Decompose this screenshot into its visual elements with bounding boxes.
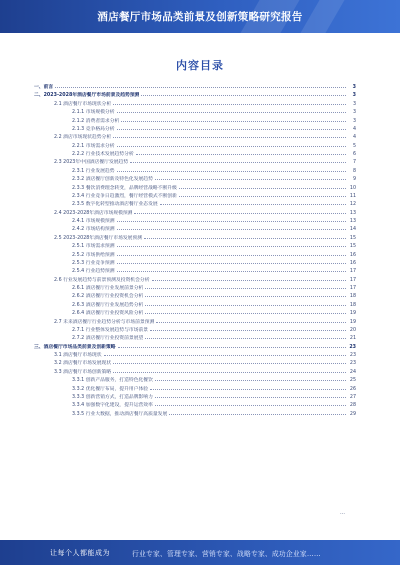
- dot-leader: [150, 326, 346, 331]
- dot-leader: [117, 108, 346, 113]
- toc-entry-page: 4: [352, 135, 356, 141]
- toc-entry-page: 16: [349, 260, 356, 266]
- toc-entry-title: 2.5.4 行业趋势预测: [72, 269, 115, 275]
- dot-leader: [117, 167, 346, 172]
- toc-entry-title: 2.6.4 酒店餐厅行业投资风险分析: [72, 311, 144, 317]
- report-title: 酒店餐厅市场品类前景及创新策略研究报告: [97, 11, 303, 23]
- toc-entry[interactable]: [34, 385, 356, 393]
- toc-entry[interactable]: [34, 301, 356, 309]
- dot-leader: [117, 267, 346, 272]
- dot-leader: [145, 292, 346, 297]
- toc-entry-title: 2.6 行业发展趋势与前景预测及投资机会分析: [54, 277, 150, 283]
- toc-entry-page: 24: [349, 369, 356, 375]
- toc-entry-title: 2.3 2023年中国酒店餐厅发展趋势: [54, 160, 129, 166]
- toc-entry-page: 9: [352, 177, 356, 183]
- toc-entry-page: 18: [349, 294, 356, 300]
- toc-entry-title: 3.3.1 创新产品服务，打造特色化餐饮: [72, 378, 153, 384]
- dot-leader: [160, 200, 346, 205]
- dot-leader: [145, 301, 346, 306]
- toc-entry[interactable]: [34, 276, 356, 284]
- toc-entry-page: 19: [349, 311, 356, 317]
- toc-entry[interactable]: [34, 100, 356, 108]
- toc-entry-title: 2.5.1 市场需求预测: [72, 244, 115, 250]
- toc-entry-title: 2.7 未来酒店餐厅行业趋势分析与市场前景预测: [54, 319, 155, 325]
- toc-entry-title: 三、酒店餐厅市场品类前景及创新策略: [34, 344, 116, 350]
- toc-entry-page: 23: [349, 344, 356, 350]
- toc-entry-title: 2.2.1 市场需求分析: [72, 143, 115, 149]
- toc-entry-page: 20: [349, 327, 356, 333]
- toc-entry[interactable]: [34, 343, 356, 351]
- toc-entry-page: 17: [349, 277, 356, 283]
- table-of-contents: [34, 83, 356, 418]
- toc-entry-title: 2.1.3 竞争格局分析: [72, 126, 115, 132]
- toc-entry-title: 2.1 酒店餐厅市场现状分析: [54, 101, 112, 107]
- toc-entry-page: 10: [349, 185, 356, 191]
- toc-entry[interactable]: [34, 209, 356, 217]
- toc-entry-page: 6: [352, 152, 356, 157]
- dot-leader: [150, 385, 346, 390]
- toc-entry-title: 2.3.5 数字化转型推动酒店餐厅业态发展: [72, 202, 158, 208]
- toc-entry[interactable]: [34, 108, 356, 116]
- toc-entry-page: 16: [349, 252, 356, 258]
- toc-entry[interactable]: [34, 410, 356, 418]
- toc-entry-page: 18: [349, 302, 356, 308]
- toc-entry-page: 4: [352, 126, 356, 132]
- toc-entry-title: 2.5.2 市场供给预测: [72, 252, 115, 258]
- toc-entry[interactable]: [34, 251, 356, 259]
- toc-entry-title: 2.7.2 酒店餐厅行业投资前景展望: [72, 336, 144, 342]
- toc-entry-page: 7: [352, 160, 356, 166]
- toc-entry[interactable]: [34, 150, 356, 158]
- toc-entry-page: 11: [349, 193, 356, 199]
- toc-entry-title: 3.3.2 优化餐厅布局，提升用户体验: [72, 386, 149, 392]
- toc-entry[interactable]: [34, 200, 356, 208]
- toc-entry[interactable]: [34, 292, 356, 300]
- dot-leader: [113, 133, 346, 138]
- toc-entry-title: 2.3.3 餐饮消费理念转变，品牌经营战略不断升级: [72, 185, 177, 191]
- dot-leader: [117, 125, 346, 130]
- toc-entry-page: 21: [349, 336, 356, 342]
- dot-leader: [117, 251, 346, 256]
- dot-leader: [155, 376, 346, 381]
- toc-entry-page: 3: [352, 85, 356, 90]
- toc-entry[interactable]: [34, 309, 356, 317]
- toc-entry[interactable]: [34, 326, 356, 334]
- toc-entry-title: 2.1.2 消费者需求分析: [72, 118, 120, 124]
- toc-entry-page: 13: [349, 219, 356, 224]
- dot-leader: [118, 343, 346, 348]
- dot-leader: [117, 217, 346, 222]
- toc-entry-page: 29: [349, 411, 356, 417]
- dot-leader: [113, 100, 346, 105]
- dot-leader: [179, 184, 346, 189]
- dot-leader: [117, 259, 346, 264]
- toc-entry-title: 2.6.1 酒店餐厅行业发展前景分析: [72, 286, 144, 291]
- toc-entry-title: 2.4 2023-2028年酒店市场规模预测: [54, 210, 133, 216]
- dot-leader: [155, 401, 346, 406]
- toc-entry-page: 12: [349, 202, 356, 208]
- toc-entry[interactable]: [34, 133, 356, 141]
- footer-slogan: 让每个人都能成为: [50, 549, 110, 557]
- toc-entry-title: 2.1.1 市场规模分析: [72, 110, 115, 116]
- dot-leader: [169, 410, 346, 415]
- toc-entry-page: 23: [349, 361, 356, 367]
- toc-entry-page: 3: [352, 110, 356, 116]
- toc-entry[interactable]: [34, 91, 356, 99]
- dot-leader: [141, 91, 346, 96]
- toc-entry-page: 27: [349, 394, 356, 400]
- toc-entry-page: 15: [349, 244, 356, 250]
- dot-leader: [155, 393, 346, 398]
- toc-entry[interactable]: [34, 83, 356, 91]
- toc-entry-title: 3.3 酒店餐厅市场创新策略: [54, 369, 112, 375]
- toc-entry[interactable]: [34, 217, 356, 225]
- toc-entry-title: 3.3.4 加强数字化建设，提升运营效率: [72, 403, 153, 409]
- toc-entry[interactable]: [34, 158, 356, 166]
- toc-heading: 内容目录: [176, 59, 224, 72]
- header-bar: [0, 0, 400, 33]
- toc-entry-title: 3.2 酒店餐厅市场发展现状: [54, 361, 112, 367]
- dot-leader: [113, 368, 346, 373]
- toc-entry[interactable]: [34, 359, 356, 367]
- dot-leader: [113, 359, 346, 364]
- toc-entry-page: 19: [349, 319, 356, 325]
- toc-entry[interactable]: [34, 192, 356, 200]
- toc-entry[interactable]: [34, 125, 356, 133]
- dot-leader: [121, 117, 346, 122]
- toc-entry[interactable]: [34, 351, 356, 359]
- dot-leader: [117, 225, 346, 230]
- footer-bar: [0, 540, 400, 565]
- toc-entry-page: 8: [352, 168, 356, 174]
- toc-entry[interactable]: [34, 225, 356, 233]
- toc-entry-title: 2.7.1 行业整体发展趋势与市场前景: [72, 327, 149, 333]
- toc-entry-title: 2.5.3 行业竞争预测: [72, 260, 115, 266]
- toc-entry[interactable]: [34, 401, 356, 409]
- dot-leader: [144, 234, 346, 239]
- dot-leader: [156, 318, 346, 323]
- more-indicator: …: [340, 510, 345, 516]
- toc-entry-title: 2.2 酒店市场现状趋势分析: [54, 135, 112, 141]
- toc-entry-page: 17: [349, 286, 356, 291]
- toc-entry-title: 2.5 2023-2028年酒店餐厅市场发展预测: [54, 235, 143, 241]
- toc-entry-page: 25: [349, 378, 356, 384]
- toc-entry-title: 3.1 酒店餐厅市场现状: [54, 353, 102, 358]
- dot-leader: [145, 334, 346, 339]
- dot-leader: [145, 284, 346, 289]
- toc-entry[interactable]: [34, 184, 356, 192]
- toc-entry-title: 2.3.4 行业竞争日趋激烈，餐厅经营模式不断创新: [72, 193, 177, 199]
- dot-leader: [145, 309, 346, 314]
- dot-leader: [152, 276, 347, 281]
- dot-leader: [179, 192, 346, 197]
- dot-leader: [117, 242, 346, 247]
- toc-entry-page: 28: [349, 403, 356, 409]
- toc-entry[interactable]: [34, 259, 356, 267]
- dot-leader: [55, 83, 346, 88]
- toc-entry-title: 2.4.2 市场结构预测: [72, 227, 115, 233]
- toc-entry-page: 13: [349, 210, 356, 216]
- toc-entry-title: 一、前言: [34, 85, 54, 90]
- toc-entry[interactable]: [34, 175, 356, 183]
- toc-entry[interactable]: [34, 284, 356, 292]
- toc-entry-title: 2.6.2 酒店餐厅行业投资机会分析: [72, 294, 144, 300]
- toc-entry-title: 3.3.5 行业大数据，推动酒店餐厅高质量发展: [72, 411, 168, 417]
- dot-leader: [130, 158, 346, 163]
- toc-entry-page: 15: [349, 235, 356, 241]
- toc-entry-title: 2.6.3 酒店餐厅行业发展趋势分析: [72, 302, 144, 308]
- toc-entry[interactable]: [34, 368, 356, 376]
- toc-entry-page: 23: [349, 353, 356, 358]
- dot-leader: [134, 209, 346, 214]
- toc-entry[interactable]: [34, 393, 356, 401]
- toc-entry[interactable]: [34, 142, 356, 150]
- toc-entry-title: 3.3.3 创新营销方式，打造品牌影响力: [72, 394, 153, 400]
- toc-entry-title: 2.3.1 行业发展趋势: [72, 168, 115, 174]
- toc-entry-title: 2.4.1 市场规模预测: [72, 219, 115, 224]
- toc-entry-title: 2.2.2 行业技术发展趋势分析: [72, 152, 134, 157]
- dot-leader: [104, 351, 346, 356]
- toc-entry-page: 14: [349, 227, 356, 233]
- toc-entry-title: 二、2023-2028年酒店餐厅市场前景及趋势预测: [34, 93, 140, 99]
- toc-entry[interactable]: [34, 334, 356, 342]
- toc-entry-title: 2.3.2 酒店餐厅创新及特色化发展趋势: [72, 177, 153, 183]
- toc-entry[interactable]: [34, 267, 356, 275]
- toc-entry[interactable]: [34, 318, 356, 326]
- toc-entry-page: 3: [352, 101, 356, 107]
- dot-leader: [155, 175, 346, 180]
- toc-entry[interactable]: [34, 242, 356, 250]
- toc-entry[interactable]: [34, 117, 356, 125]
- toc-entry-page: 26: [349, 386, 356, 392]
- toc-entry[interactable]: [34, 167, 356, 175]
- toc-entry-page: 3: [352, 93, 356, 99]
- dot-leader: [117, 142, 346, 147]
- dot-leader: [136, 150, 346, 155]
- toc-entry-page: 5: [352, 143, 356, 149]
- toc-entry[interactable]: [34, 234, 356, 242]
- toc-entry[interactable]: [34, 376, 356, 384]
- toc-entry-page: 3: [352, 118, 356, 124]
- footer-tagline: 行业专家、管理专家、营销专家、战略专家、成功企业家……: [132, 550, 321, 558]
- toc-entry-page: 17: [349, 269, 356, 275]
